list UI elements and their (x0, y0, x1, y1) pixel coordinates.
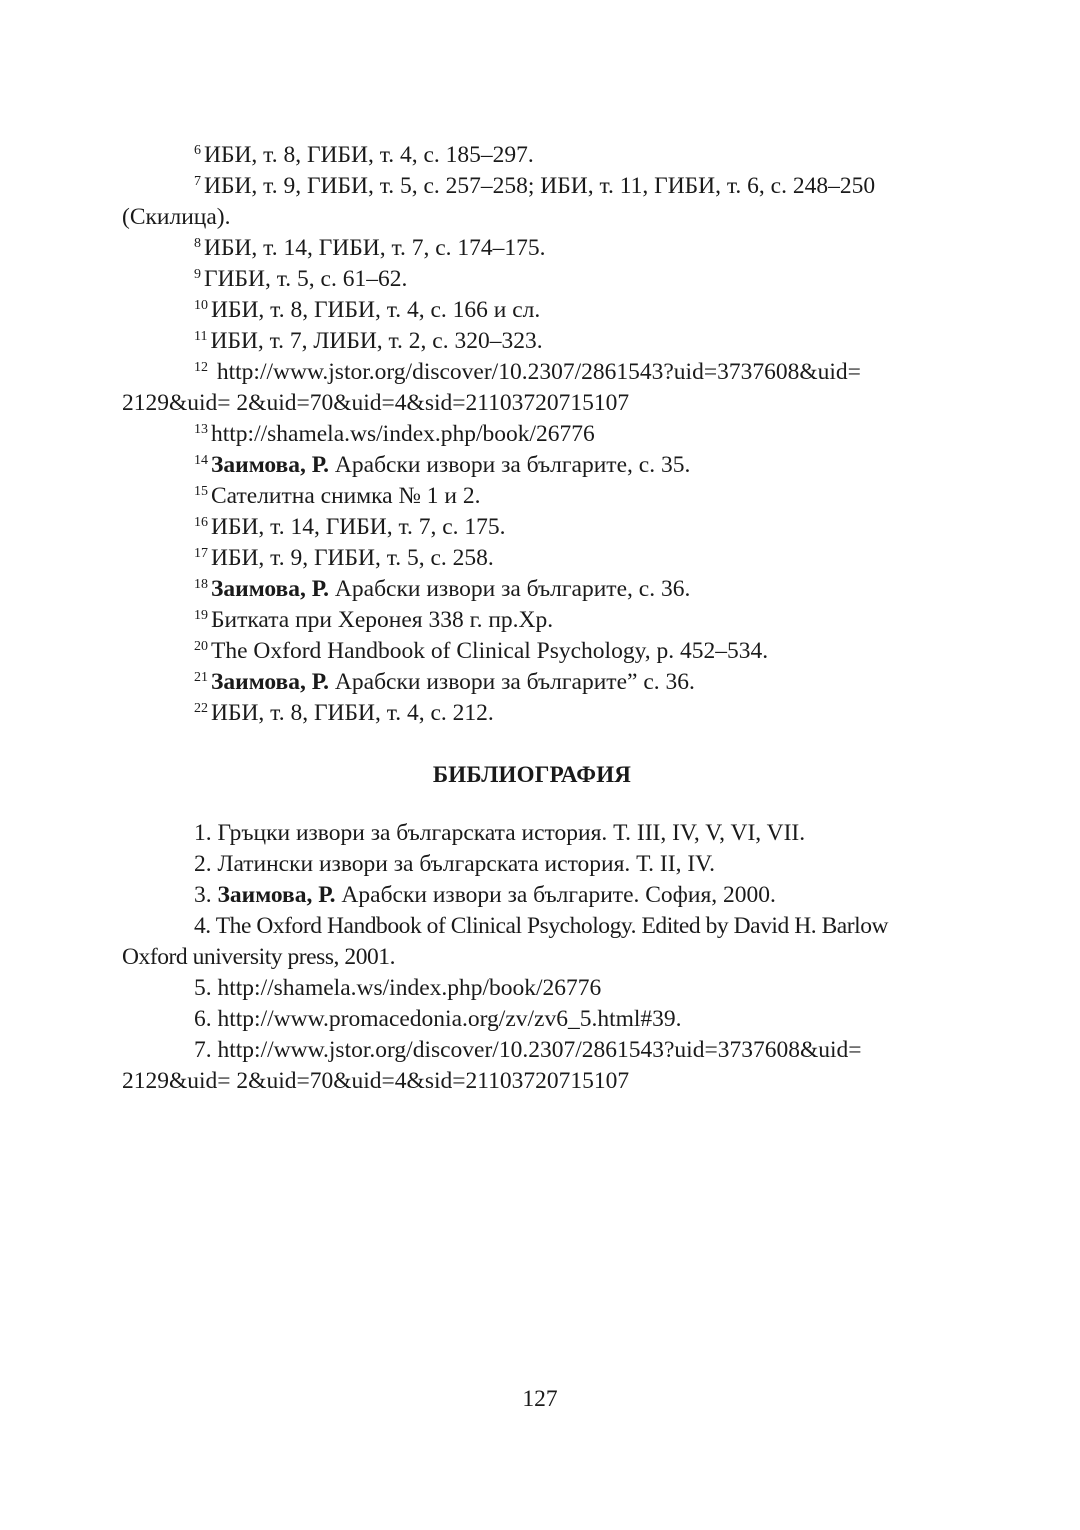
bibliography-item (122, 1035, 942, 1097)
footnote (122, 667, 942, 698)
bibliography-item-text: The Oxford Handbook of Clinical Psychology. Edited by David H. Barlow Oxford university press, 2001. (122, 913, 889, 970)
footnote (122, 636, 942, 667)
footnote-number: 12 (194, 360, 208, 375)
footnote-text: ИБИ, т. 14, ГИБИ, т. 7, с. 174–175. (204, 235, 546, 261)
footnote-text: ИБИ, т. 7, ЛИБИ, т. 2, с. 320–323. (210, 328, 543, 354)
footnote-number: 20 (194, 639, 208, 654)
bibliography-item-link[interactable]: http://www.jstor.org/discover/10.2307/2861543?uid=3737608&uid= (211, 1037, 862, 1063)
footnote-text: ИБИ, т. 14, ГИБИ, т. 7, с. 175. (211, 514, 506, 540)
footnote-text: Сателитна снимка № 1 и 2. (211, 483, 481, 509)
footnote-text: ИБИ, т. 9, ГИБИ, т. 5, с. 258. (211, 545, 494, 571)
bibliography-item-author: Заимова, Р. (217, 882, 336, 908)
footnote (122, 450, 942, 481)
footnote-text: Битката при Херонея 338 г. пр.Хр. (211, 607, 554, 633)
footnote-number: 15 (194, 484, 208, 499)
footnote-number: 18 (194, 577, 208, 592)
footnote-number: 22 (194, 701, 208, 716)
footnote-author: Заимова, Р. (211, 452, 330, 478)
footnote (122, 171, 942, 233)
bibliography-item (122, 880, 942, 911)
bibliography-item-number: 5. (194, 975, 212, 1001)
footnote-author: Заимова, Р. (211, 669, 330, 695)
bibliography-item-number: 7. (194, 1037, 212, 1063)
bibliography-item-number: 3. (194, 882, 212, 908)
footnote-number: 19 (194, 608, 208, 623)
footnote (122, 233, 942, 264)
bibliography-heading: БИБЛИОГРАФИЯ (432, 762, 632, 787)
bibliography-item (122, 973, 942, 1004)
footnote-number: 9 (194, 267, 201, 282)
footnote-text: Арабски извори за българите” с. 36. (334, 669, 695, 695)
footnote-text: ИБИ, т. 8, ГИБИ, т. 4, с. 166 и сл. (211, 297, 541, 323)
footnote-number: 21 (194, 670, 208, 685)
footnote-text: The Oxford Handbook of Clinical Psychology, p. 452–534. (211, 638, 769, 664)
footnote (122, 698, 942, 729)
footnote (122, 140, 942, 171)
bibliography-item (122, 849, 942, 880)
footnote (122, 543, 942, 574)
footnote-link-continued[interactable]: 2129&uid= 2&uid=70&uid=4&sid=21103720715107 (122, 390, 630, 416)
footnote-number: 7 (194, 174, 201, 189)
footnote-number: 16 (194, 515, 208, 530)
footnote (122, 264, 942, 295)
footnote-link[interactable]: http://shamela.ws/index.php/book/26776 (211, 421, 595, 447)
footnote-number: 10 (194, 298, 208, 313)
bibliography-item-link-continued[interactable]: 2129&uid= 2&uid=70&uid=4&sid=21103720715107 (122, 1068, 630, 1094)
footnote-text: Арабски извори за българите, с. 36. (334, 576, 691, 602)
bibliography-item-text: Латински извори за българската история. Т. II, IV. (217, 851, 715, 877)
bibliography-item (122, 818, 942, 849)
footnote (122, 419, 942, 450)
bibliography-item-link[interactable]: http://www.promacedonia.org/zv/zv6_5.html#39. (217, 1006, 682, 1032)
footnote (122, 357, 942, 419)
footnote-text: ИБИ, т. 9, ГИБИ, т. 5, с. 257–258; ИБИ, т. 11, ГИБИ, т. 6, с. 248–250 (Скилица). (122, 173, 876, 230)
footnote-text: ГИБИ, т. 5, с. 61–62. (204, 266, 408, 292)
footnote (122, 605, 942, 636)
bibliography-item-number: 6. (194, 1006, 212, 1032)
footnote-author: Заимова, Р. (211, 576, 330, 602)
footnote (122, 326, 942, 357)
bibliography-item-link[interactable]: http://shamela.ws/index.php/book/26776 (217, 975, 602, 1001)
footnote-number: 13 (194, 422, 208, 437)
bibliography-item-number: 2. (194, 851, 212, 877)
footnote-number: 8 (194, 236, 201, 251)
footnote (122, 574, 942, 605)
footnote-number: 11 (194, 329, 208, 344)
page-number: 127 (522, 1386, 558, 1412)
footnote-link[interactable]: http://www.jstor.org/discover/10.2307/2861543?uid=3737608&uid= (216, 359, 861, 385)
bibliography-item (122, 1004, 942, 1035)
bibliography-item-text: Гръцки извори за българската история. Т. III, IV, V, VI, VII. (217, 820, 806, 846)
footnote-text: ИБИ, т. 8, ГИБИ, т. 4, с. 212. (211, 700, 494, 726)
footnotes-section (122, 140, 942, 729)
bibliography-item-number: 4. (194, 913, 211, 939)
footnote-number: 14 (194, 453, 208, 468)
document-page (122, 140, 942, 1097)
footnote-number: 17 (194, 546, 208, 561)
footnote-text: ИБИ, т. 8, ГИБИ, т. 4, с. 185–297. (204, 142, 534, 168)
bibliography-list (122, 818, 942, 1097)
footnote (122, 481, 942, 512)
bibliography-item-text: Арабски извори за българите. София, 2000. (341, 882, 776, 908)
bibliography-item-number: 1. (194, 820, 212, 846)
footnote-number: 6 (194, 143, 201, 158)
footnote-text: Арабски извори за българите, с. 35. (334, 452, 691, 478)
bibliography-item (122, 911, 942, 973)
footnote (122, 512, 942, 543)
footnote (122, 295, 942, 326)
